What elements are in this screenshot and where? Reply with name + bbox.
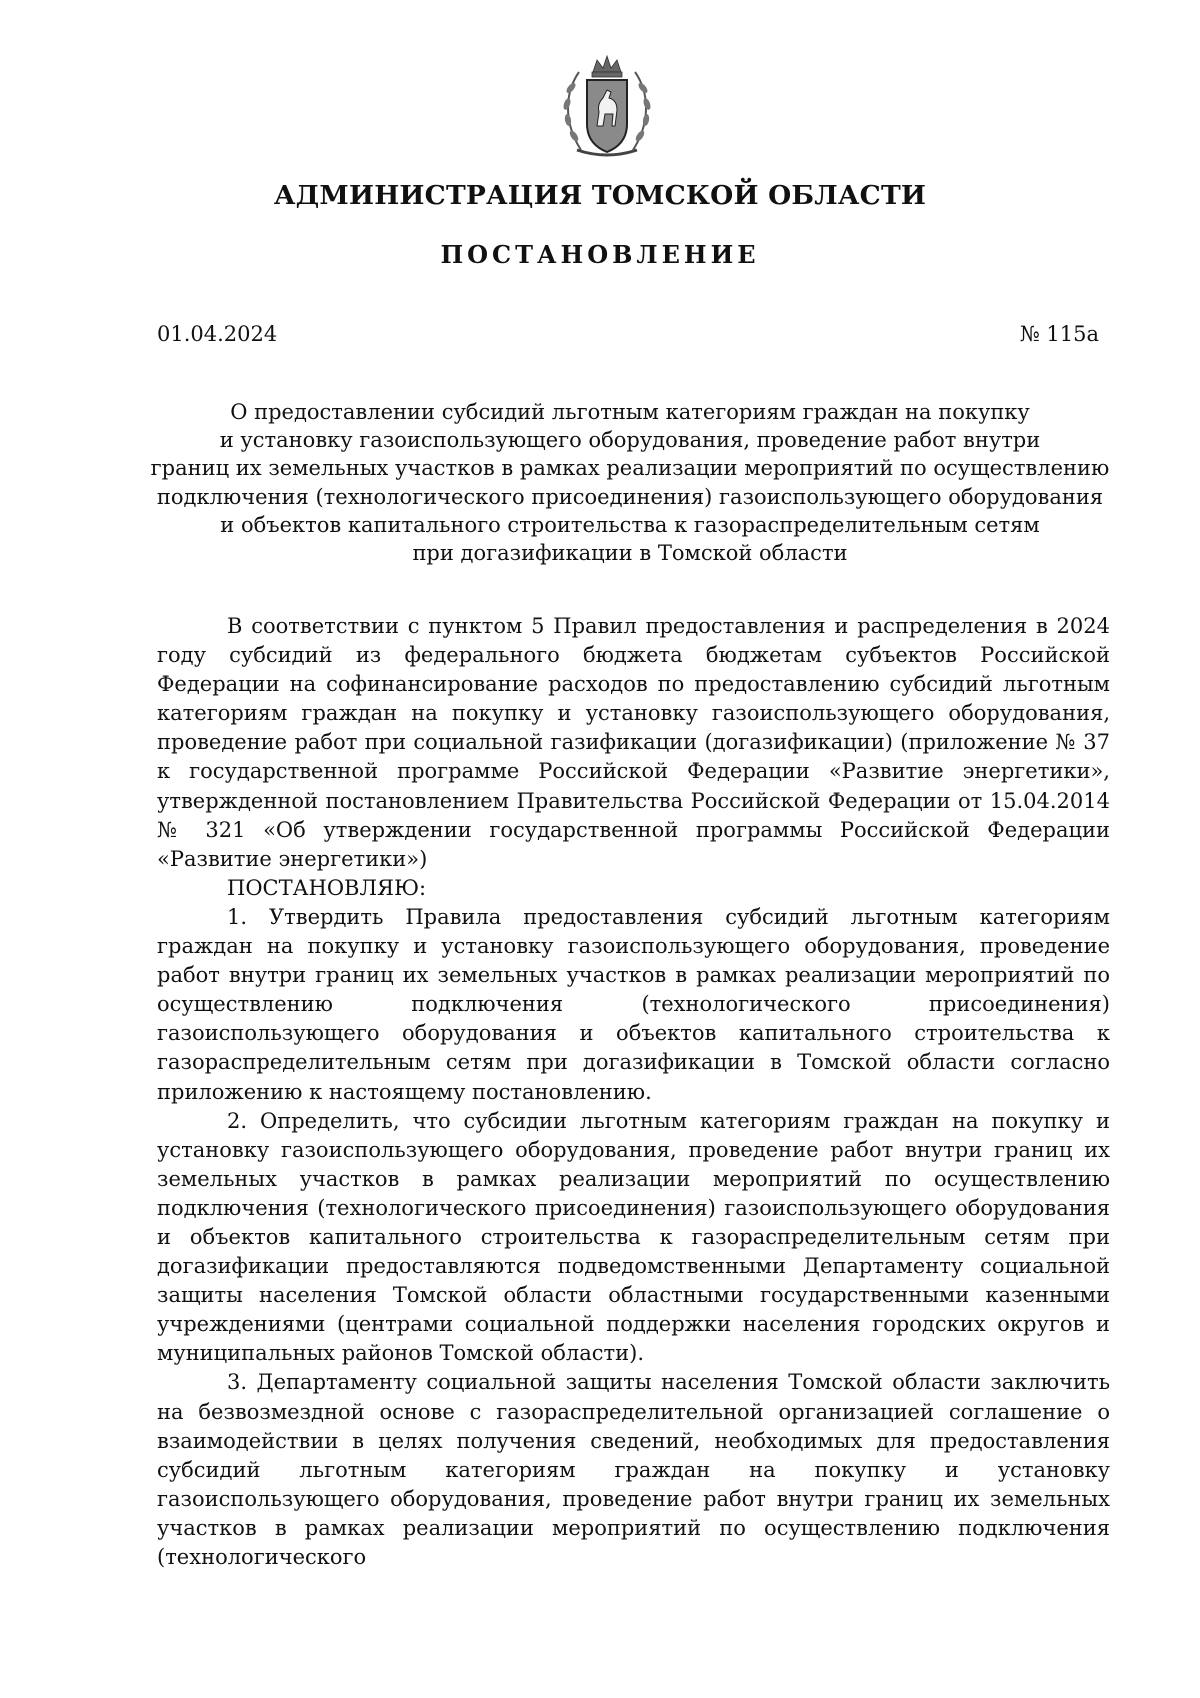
document-subject [150, 398, 1110, 567]
subject-line: при догазификации в Томской области [412, 541, 848, 566]
item-3-paragraph: 3. Департаменту социальной защиты населения Томской области заключить на безвозмездной основе с газораспределительной организацией соглашение о взаимодействии в целях получения сведений, необходимых для предоставления субсидий льготным категориям граждан на покупку и установку газоиспользующего оборудования, проведение работ внутри границ их земельных участков в рамках реализации мероприятий по осуществлению подключения (технологического [157, 1370, 1110, 1569]
document-number: № 115а [1019, 322, 1099, 346]
subject-line: О предоставлении субсидий льготным категориям граждан на покупку [230, 400, 1030, 424]
subject-line: подключения (технологического присоединения) газоиспользующего оборудования [156, 484, 1104, 509]
item-1-paragraph: 1. Утвердить Правила предоставления субсидий льготным категориям граждан на покупку и установку газоиспользующего оборудования, проведение работ внутри границ их земельных участков в рамках реализации мероприятий по осуществлению подключения (технологического присоединения) газоиспользующего оборудования и объектов капитального строительства к газораспределительным сетям при догазификации в Томской области согласно приложению к настоящему постановлению. [157, 904, 1110, 1104]
preamble-paragraph: В соответствии с пунктом 5 Правил предоставления и распределения в 2024 году субсидий из федерального бюджета бюджетам субъектов Российской Федерации на софинансирование расходов по предоставлению субсидий льготным категориям граждан на покупку и установку газоиспользующего оборудования, проведение работ при социальной газификации (догазификации) (приложение № 37 к государственной программе Российской Федерации «Развитие энергетики», утвержденной постановлением Правительства Российской Федерации от 15.04.2014 № 321 «Об утверждении государственной программы Российской Федерации «Развитие энергетики») [157, 614, 1110, 871]
document-type-heading: ПОСТАНОВЛЕНИЕ [440, 240, 760, 269]
document-body [157, 612, 1110, 1572]
subject-line: и объектов капитального строительства к газораспределительным сетям [220, 512, 1040, 537]
subject-line: границ их земельных участков в рамках реализации мероприятий по осуществлению [150, 456, 1110, 481]
item-2-paragraph: 2. Определить, что субсидии льготным категориям граждан на покупку и установку газоиспользующего оборудования, проведение работ внутри границ их земельных участков в рамках реализации мероприятий по осуществлению подключения (технологического присоединения) газоиспользующего оборудования и объектов капитального строительства к газораспределительным сетям при догазификации предоставляются подведомственными Департаменту социальной защиты населения Томской области областными государственными казенными учреждениями (центрами социальной поддержки населения городских округов и муниципальных районов Томской области). [157, 1108, 1110, 1366]
coat-of-arms-icon [557, 52, 657, 162]
decree-word: ПОСТАНОВЛЯЮ: [227, 875, 427, 900]
subject-line: и установку газоиспользующего оборудования, проведение работ внутри [219, 428, 1041, 453]
document-date: 01.04.2024 [157, 322, 278, 346]
organization-title: АДМИНИСТРАЦИЯ ТОМСКОЙ ОБЛАСТИ [273, 180, 927, 211]
